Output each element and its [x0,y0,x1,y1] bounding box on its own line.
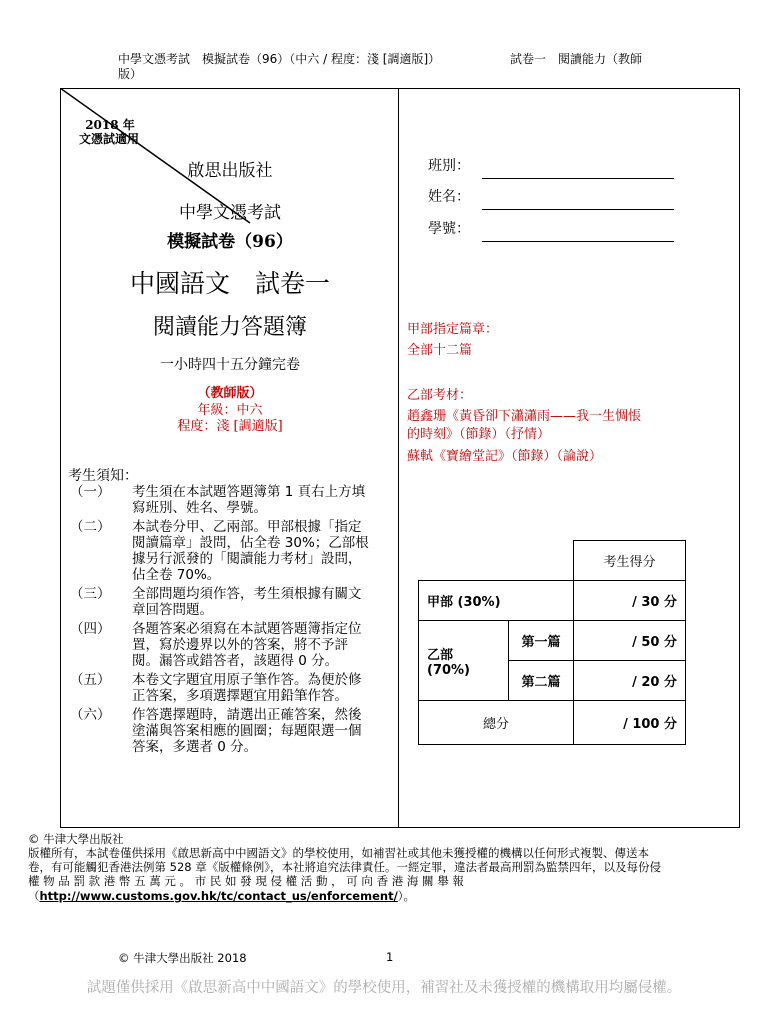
exam-name: 中學文憑考試 [179,203,281,223]
section-a-body: 全部十二篇 [407,343,473,358]
notice-item-line: 佔全卷 70%。 [132,567,221,583]
notice-item-number: （四） [70,621,111,637]
customs-link-line [28,889,415,903]
duration: 一小時四十五分鐘完卷 [160,357,300,373]
paper-number: 模擬試卷（96） [167,232,293,252]
copyright-holder: © 牛津大學出版社 [28,832,124,846]
notice-item-number: （二） [70,519,111,535]
level: 程度：淺 [調適版] [177,419,283,434]
link-close-bracket: ）。 [397,889,416,903]
notice-item-line: 塗滿與答案相應的圓圈；每題限選一個 [132,723,362,739]
notice-item-line: 本試卷分甲、乙兩部。甲部根據「指定 [132,519,362,535]
stamp-year: 2018 年 [85,118,135,132]
name-field[interactable] [482,209,674,210]
student-number-field[interactable] [482,241,674,242]
part-b-passage-2-score: / 20 分 [574,661,686,701]
part-b-label: 乙部 (70%) [419,621,509,701]
section-b-item-1-line-1: 趙鑫珊《黃昏卻下瀟瀟雨——我一生惆悵 [407,409,642,424]
notice-item-line: 閱。漏答或錯答者，該題得 0 分。 [132,653,339,669]
notice-item-line: 章回答問題。 [132,602,213,618]
part-b-passage-1-score: / 50 分 [574,621,686,661]
stamp-usage: 文憑試適用 [78,132,139,146]
class-label: 班別： [428,158,470,174]
notice-item-line: 作答選擇題時，請選出正確答案，然後 [132,707,362,723]
grade: 年級：中六 [197,403,263,418]
score-table [418,540,686,745]
footer-publisher: © 牛津大學出版社 2018 [118,951,247,965]
score-table-blank [419,541,574,581]
notice-item-line: 各題答案必須寫在本試題答題簿指定位 [132,621,362,637]
section-b-item-1-line-2: 的時刻》（節錄）（抒情） [407,427,551,442]
notice-title: 考生須知： [68,468,138,484]
copyright-line-2: 卷，有可能觸犯香港法例第 528 章《版權條例》，本社將追究法律責任。一經定罪，違法者最高刑罰為監禁四年，以及每份侵 [28,860,662,874]
notice-list [70,484,390,764]
student-number-label: 學號： [428,221,470,237]
notice-item-line: 正答案，多項選擇題宜用鉛筆作答。 [132,688,348,704]
name-label: 姓名： [428,189,470,205]
header-left: 中學文憑考試 模擬試卷（96）（中六 / 程度：淺 [調適版]） [118,52,441,66]
header-left-continued: 版） [118,67,143,81]
notice-item-line: 寫班別、姓名、學號。 [132,500,267,516]
part-a-label: 甲部 (30%) [419,581,574,621]
notice-item-line: 答案，多選者 0 分。 [132,739,258,755]
booklet-title: 閱讀能力答題簿 [152,315,307,340]
total-score: / 100 分 [574,701,686,745]
class-field[interactable] [482,178,674,179]
section-b-title: 乙部考材： [407,388,473,403]
score-header: 考生得分 [574,541,686,581]
section-a-title: 甲部指定篇章： [407,322,499,337]
notice-item-line: 置，寫於邊界以外的答案，將不予評 [132,637,348,653]
part-a-score: / 30 分 [574,581,686,621]
notice-item-number: （三） [70,586,111,602]
part-b-passage-2: 第二篇 [509,661,574,701]
notice-item-line: 據另行派發的「閱讀能力考材」設問， [132,551,362,567]
usage-watermark: 試題僅供採用《啟思新高中中國語文》的學校使用，補習社及未獲授權的機構取用均屬侵權。 [86,980,682,996]
notice-item-number: （六） [70,707,111,723]
copyright-line-3: 權 物 品 罰 款 港 幣 五 萬 元 。 市 民 如 發 現 侵 權 活 動 ， 可 向 香 港 海 關 舉 報 [28,874,464,888]
notice-item-line: 考生須在本試題答題簿第 1 頁右上方填 [132,484,366,500]
notice-item-number: （一） [70,484,111,500]
header-right: 試卷一 閱讀能力（教師 [510,52,643,66]
notice-item-line: 本卷文字題宜用原子筆作答。為便於修 [132,672,362,688]
part-b-passage-1: 第一篇 [509,621,574,661]
column-divider [398,88,399,828]
page-number: 1 [386,950,394,964]
notice-item-number: （五） [70,672,111,688]
edition: （教師版） [197,386,263,401]
notice-item-line: 閱讀篇章」設問，佔全卷 30%；乙部根 [132,535,369,551]
link-open-bracket: （ [28,889,40,903]
customs-enforcement-link[interactable]: http://www.customs.gov.hk/tc/contact_us/enforcement/ [39,889,398,903]
total-label: 總分 [419,701,574,745]
subject-title: 中國語文 試卷一 [129,269,330,298]
publisher-name: 啟思出版社 [187,161,273,181]
notice-item-line: 全部問題均須作答，考生須根據有關文 [132,586,362,602]
copyright-line-1: 版權所有，本試卷僅供採用《啟思新高中中國語文》的學校使用，如補習社或其他未獲授權的機構以任何形式複製、傳送本 [28,846,649,860]
section-b-item-2: 蘇軾《寶繪堂記》（節錄）（論說） [407,449,603,464]
